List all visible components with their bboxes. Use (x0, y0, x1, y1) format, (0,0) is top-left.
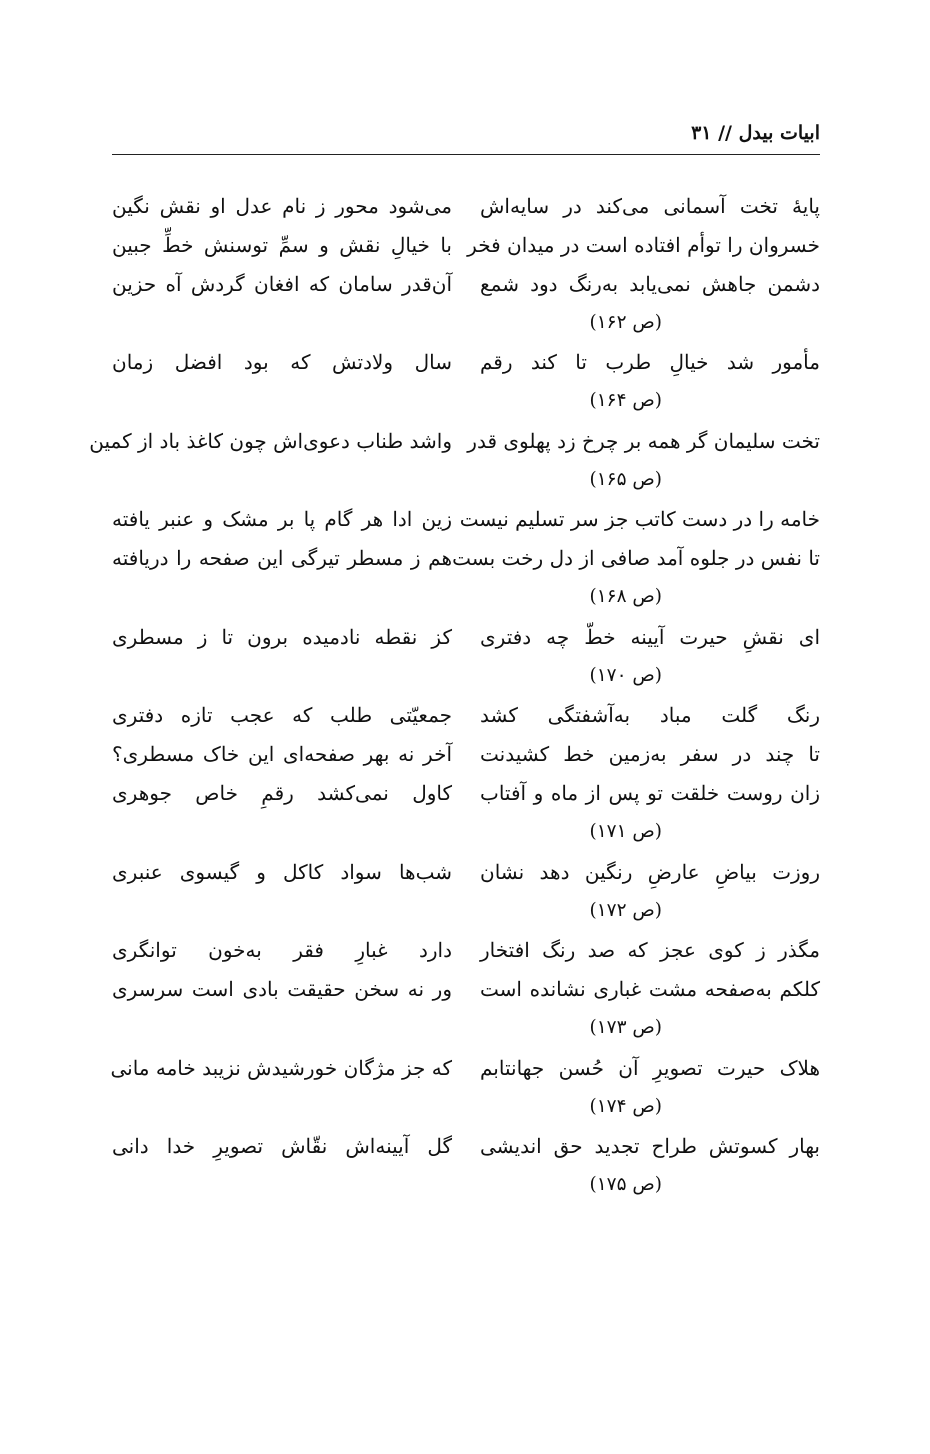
verse-second-hemistich: شب‌ها سواد کاکل و گیسوی عنبری (112, 859, 452, 884)
verse-second-hemistich: گل آیینه‌اش نقّاش تصویرِ خدا دانی (112, 1134, 452, 1159)
verse-row (112, 970, 820, 1009)
page-reference: (ص ۱۶۲) (589, 311, 662, 333)
page-reference: (ص ۱۶۵) (589, 468, 662, 490)
verse-row (112, 186, 820, 225)
verse-row (112, 931, 820, 970)
page-reference-row (112, 656, 820, 695)
verse-second-hemistich: کز نقطه نادمیده برون تا ز مسطری (112, 624, 452, 649)
verse-first-hemistich: تا چند در سفر به‌زمین خط کشیدنت (480, 742, 820, 767)
verse-second-hemistich: ور نه سخن حقیقت بادی است سرسری (112, 977, 452, 1002)
page-reference: (ص ۱۷۳) (589, 1017, 662, 1039)
verse-first-hemistich: روزت بیاضِ عارضِ رنگین دهد نشان (480, 859, 820, 884)
verse-row (112, 343, 820, 382)
verse-row (112, 774, 820, 813)
verse-second-hemistich: جمعیّتی طلب که عجب تازه دفتری (112, 703, 452, 728)
verse-row (112, 1048, 820, 1087)
verse-first-hemistich: ای نقشِ حیرت آیینه خطّ چه دفتری (480, 624, 820, 649)
verse-second-hemistich: می‌شود محور ز نام عدل او نقش نگین (112, 193, 452, 218)
verse-row (112, 695, 820, 734)
verse-row (112, 500, 820, 539)
verse-first-hemistich: پایهٔ تخت آسمانی می‌کند در سایه‌اش (480, 193, 820, 218)
verse-second-hemistich: هم ز مسطر تیرگی این صفحه را دریافته (112, 546, 452, 571)
verse-first-hemistich: خامه را در دست کاتب جز سر تسلیم نیست (459, 507, 820, 532)
verse-first-hemistich: بهار کسوتش طراح تجدید حق اندیشی (480, 1134, 820, 1159)
verse-row (112, 617, 820, 656)
verse-row (112, 735, 820, 774)
poem-body (89, 186, 820, 1205)
page-reference-row (112, 813, 820, 852)
verse-row (112, 539, 820, 578)
verse-second-hemistich: با خیالِ نقش و سمِّ توسنش خطِّ جبین (112, 232, 452, 257)
page-reference-row (112, 1166, 820, 1205)
page-reference-row (112, 578, 820, 617)
page-reference-row (112, 1009, 820, 1048)
verse-first-hemistich: دشمن جاهش نمی‌یابد به‌رنگ دود شمع (480, 271, 820, 296)
page-header (112, 118, 820, 155)
verse-second-hemistich: که جز مژگان خورشیدش نزیبد خامه مانی (110, 1055, 452, 1080)
verse-first-hemistich: زان روست خلقت تو پس از ماه و آفتاب (480, 781, 820, 806)
page-reference-row (112, 304, 820, 343)
page-reference-row (112, 460, 820, 499)
verse-first-hemistich: کلکم به‌صفحه مشت غباری نشانده است (480, 977, 820, 1002)
page-reference: (ص ۱۶۸) (589, 586, 662, 608)
page-reference: (ص ۱۷۲) (589, 899, 662, 921)
verse-first-hemistich: مگذر ز کوی عجز که صد رنگ افتخار (480, 938, 820, 963)
page-reference-row (112, 382, 820, 421)
verse-first-hemistich: خسروان را توأم افتاده است در میدان فخر (467, 232, 820, 257)
verse-first-hemistich: تا نفس در جلوه آمد صافی از دل رخت بست (452, 546, 820, 571)
verse-first-hemistich: تخت سلیمان گر همه بر چرخ زد پهلوی قدر (467, 428, 820, 453)
page-reference: (ص ۱۷۰) (589, 664, 662, 686)
verse-second-hemistich: دارد غبارِ فقر به‌خون توانگری (112, 938, 452, 963)
verse-row (112, 1127, 820, 1166)
page-reference: (ص ۱۷۴) (589, 1095, 662, 1117)
verse-second-hemistich: کاول نمی‌کشد رقمِ خاص جوهری (112, 781, 452, 806)
verse-second-hemistich: زین ادا هر گام پا بر مشک و عنبر یافته (112, 507, 452, 532)
verse-first-hemistich: هلاک حیرت تصویرِ آن حُسن جهانتابم (480, 1055, 820, 1080)
verse-row (112, 264, 820, 303)
verse-row (89, 421, 820, 460)
running-head: ابیات بیدل // ۳۱ (691, 122, 820, 144)
page-reference: (ص ۱۶۴) (589, 390, 662, 412)
page-reference: (ص ۱۷۵) (589, 1174, 662, 1196)
page-reference: (ص ۱۷۱) (589, 821, 662, 843)
verse-first-hemistich: مأمور شد خیالِ طرب تا کند رقم (480, 350, 820, 375)
page-reference-row (112, 891, 820, 930)
verse-row (112, 225, 820, 264)
verse-first-hemistich: رنگ گلت مباد به‌آشفتگی کشد (480, 703, 820, 728)
verse-second-hemistich: آخر نه بهر صفحه‌ای این خاک مسطری؟ (112, 742, 452, 767)
verse-row (112, 852, 820, 891)
verse-second-hemistich: آن‌قدر سامان که افغان گردش آه حزین (112, 271, 452, 296)
verse-second-hemistich: واشد طناب دعوی‌اش چون کاغذ باد از کمین (89, 428, 452, 453)
verse-second-hemistich: سال ولادتش که بود افضل زمان (112, 350, 452, 375)
page-reference-row (112, 1087, 820, 1126)
